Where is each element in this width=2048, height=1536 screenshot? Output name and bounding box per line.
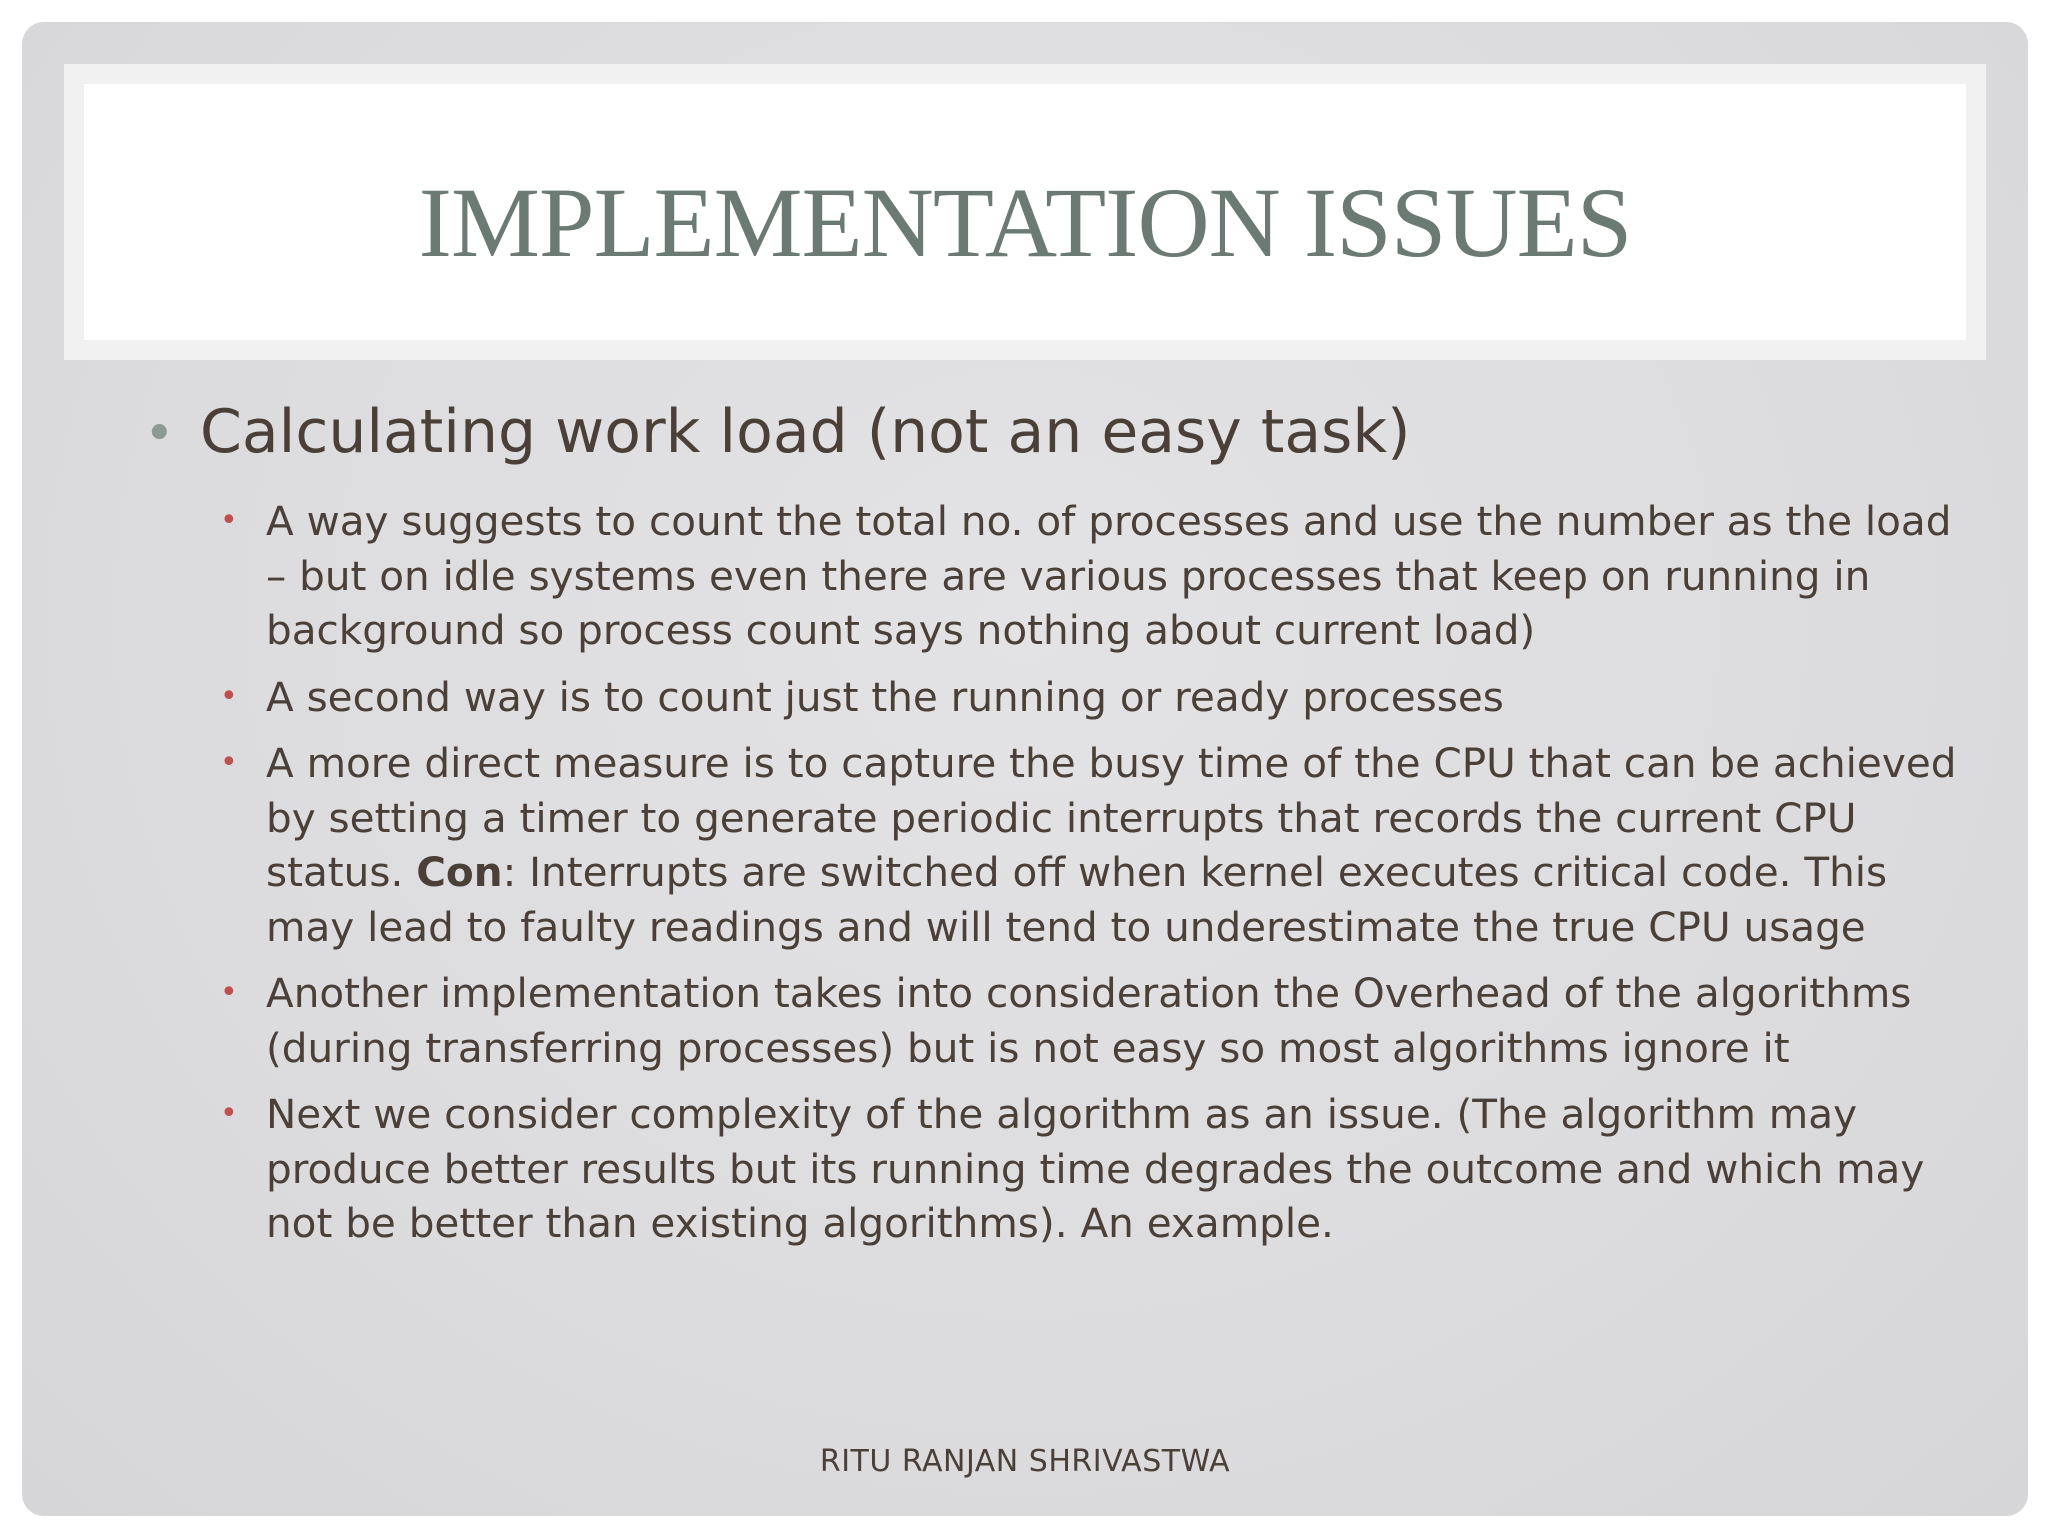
- sub-bullet-item: [210, 736, 1980, 954]
- sub-bullet-item: [210, 670, 1980, 725]
- sub-bullet-icon: •: [220, 503, 238, 538]
- sub-bullet-icon: •: [220, 678, 238, 714]
- sub-bullet-item: [210, 494, 1980, 658]
- sub-bullet-icon: •: [220, 975, 238, 1010]
- main-bullet-text: Calculating work load (not an easy task): [200, 397, 1411, 467]
- slide-frame: [22, 22, 2028, 1516]
- sub-bullet-icon: •: [220, 745, 238, 780]
- sub-bullet-list: [210, 494, 1980, 1263]
- sub-bullet-text-after: : Interrupts are switched off when kernel executes critical code. This may lead to faulty readings and will tend to underestimate the true CPU usage: [266, 848, 1888, 951]
- slide-content: [22, 382, 2028, 1412]
- title-box: [84, 84, 1966, 340]
- main-bullet-icon: •: [144, 404, 175, 464]
- sub-bullet-item: [210, 1087, 1980, 1251]
- sub-bullet-text: Another implementation takes into consideration the Overhead of the algorithms (during transferring processes) but is not easy so most algorithms ignore it: [266, 969, 1912, 1072]
- title-band: [64, 64, 1986, 360]
- sub-bullet-text: Next we consider complexity of the algorithm as an issue. (The algorithm may produce better results but its running time degrades the outcome and which may not be better than existing algorithms). An example.: [266, 1090, 1925, 1247]
- sub-bullet-item: [210, 966, 1980, 1075]
- sub-bullet-text-before: A more direct measure is to capture the busy time of the CPU that can be achieved by setting a timer to generate periodic interrupts that records the current CPU status.: [266, 739, 1957, 896]
- sub-bullet-text-bold: Con: [416, 848, 503, 896]
- sub-bullet-text: A second way is to count just the running or ready processes: [266, 672, 1504, 721]
- slide-footer: RITU RANJAN SHRIVASTWA: [819, 1444, 1231, 1479]
- slide-title: IMPLEMENTATION ISSUES: [418, 166, 1632, 278]
- sub-bullet-icon: •: [220, 1096, 238, 1131]
- sub-bullet-text: A way suggests to count the total no. of processes and use the number as the load – but on idle systems even there are various processes that keep on running in background so process count says nothing about current load): [266, 497, 1952, 654]
